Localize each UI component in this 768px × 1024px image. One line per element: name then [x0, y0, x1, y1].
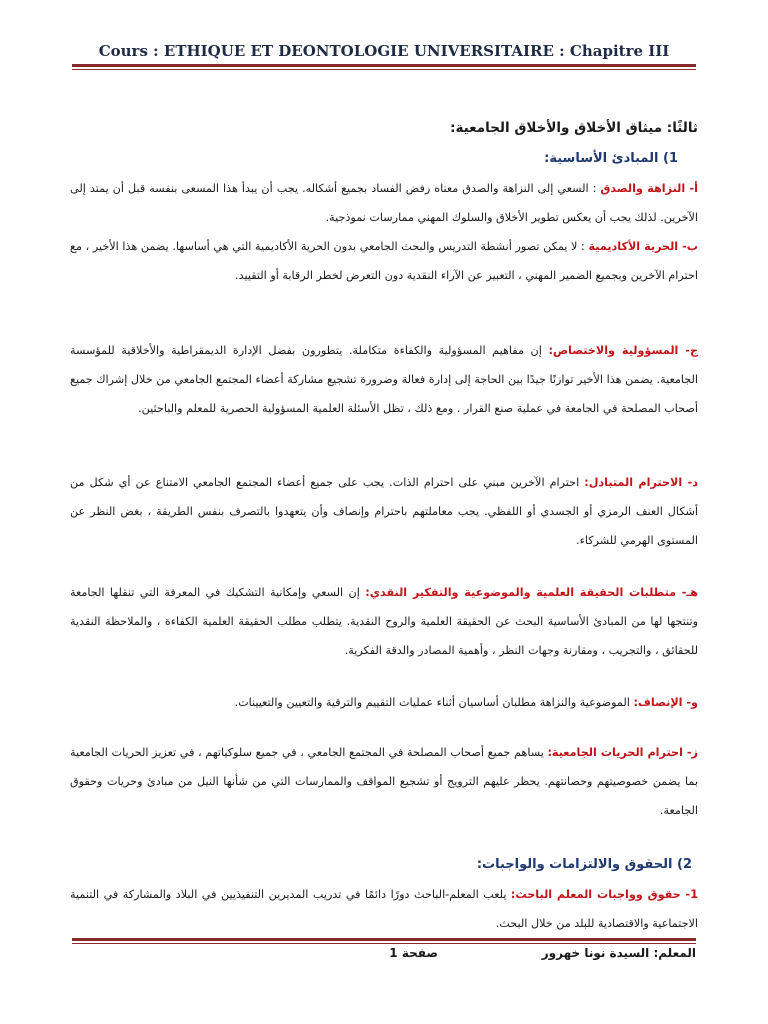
term-responsibility: ج- المسؤولية والاختصاص: — [548, 344, 699, 357]
term-integrity: أ- النزاهة والصدق — [600, 182, 699, 195]
footer-rule-thin — [72, 943, 696, 944]
term-fairness: و- الإنصاف: — [633, 696, 698, 709]
paragraph-fairness: و- الإنصاف: الموضوعية والنزاهة مطلبان أساسيان أثناء عمليات التقييم والترقية والتعيين والتعيينات. — [234, 696, 698, 709]
paragraph-scientific-truth: هـ- متطلبات الحقيقة العلمية والموضوعية والتفكير النقدي: إن السعي وإمكانية التشكيك في المعرفة التي تنقلها الجامعة وتنتجها لها من المبادئ الأساسية البحث عن الحقيقة العلمية والروح النقدية. يتطلب مطلب الحقيقة العلمية الكفاءة ، والملاحظة النقدية للحقائق ، والتجريب ، ومقارنة وجهات النظر ، وأهمية المصادر والدقة الفكرية. — [70, 586, 698, 657]
term-academic-freedom: ب- الحرية الأكاديمية — [588, 240, 698, 253]
paragraph-teacher-rights: 1- حقوق وواجبات المعلم الباحث: يلعب المعلم-الباحث دورًا دائمًا في تدريب المديرين التنفيذيين في البلاد والمشاركة في التنمية الاجتماعية والاقتصادية للبلد من خلال البحث. — [70, 888, 698, 930]
term-scientific-truth: هـ- متطلبات الحقيقة العلمية والموضوعية والتفكير النقدي: — [365, 586, 698, 599]
header-rule-thin — [72, 69, 696, 70]
term-teacher-rights: 1- حقوق وواجبات المعلم الباحث: — [510, 888, 698, 901]
header-rule — [72, 64, 696, 67]
footer-rule — [72, 938, 696, 941]
paragraph-university-freedoms: ز- احترام الحريات الجامعية: يساهم جميع أصحاب المصلحة في المجتمع الجامعي ، في جميع سلوكياتهم ، في تعزيز الحريات الجامعية بما يضمن خصوصيتهم وحصانتهم. يحظر عليهم الترويج أو تشجيع المواقف والممارسات التي من شأنها النيل من مبادئ وحريات وحقوق الجامعة. — [70, 746, 698, 817]
page-footer — [72, 946, 696, 966]
subheading-principles: 1) المبادئ الأساسية: — [544, 151, 678, 166]
footer-teacher: المعلم: السيدة نونا خهرور — [541, 946, 696, 960]
paragraph-integrity: أ- النزاهة والصدق : السعي إلى النزاهة والصدق معناه رفض الفساد بجميع أشكاله. يجب أن يبدأ هذا المسعى بنفسه قبل أن يمتد إلى الآخرين. لذلك يجب أن يعكس تطوير الأخلاق والسلوك المهني ممارسات نموذجية. — [70, 182, 699, 224]
term-university-freedoms: ز- احترام الحريات الجامعية: — [547, 746, 698, 759]
section-title: ثالثًا: ميثاق الأخلاق والأخلاق الجامعية: — [450, 120, 698, 136]
subheading-rights: 2) الحقوق والالتزامات والواجبات: — [476, 857, 692, 872]
paragraph-mutual-respect: د- الاحترام المتبادل: احترام الآخرين مبني على احترام الذات. يجب على جميع أعضاء المجتمع الجامعي الامتناع عن أي شكل من أشكال العنف الرمزي أو الجسدي أو اللفظي. يجب معاملتهم باحترام وإنصاف وأن يتعهدوا بالتصرف بنفس الطريقة ، بغض النظر عن المستوى الهرمي للشركاء. — [70, 476, 698, 547]
paragraph-academic-freedom: ب- الحرية الأكاديمية : لا يمكن تصور أنشطة التدريس والبحث الجامعي بدون الحرية الأكاديمية التي هي أساسها. يضمن هذا الأخير ، مع احترام الآخرين وبجميع الضمير المهني ، التعبير عن الآراء النقدية دون التعرض لخطر الرقابة أو التقييد. — [70, 240, 698, 282]
paragraph-responsibility: ج- المسؤولية والاختصاص: إن مفاهيم المسؤولية والكفاءة متكاملة. يتطورون بفضل الإدارة الديمقراطية والأخلاقية للمؤسسة الجامعية. يضمن هذا الأخير توازنًا جيدًا بين الحاجة إلى إدارة فعالة وضرورة تشجيع مشاركة أعضاء المجتمع الجامعي من خلال إشراك جميع أصحاب المصلحة في الجامعة في عملية صنع القرار . ومع ذلك ، تظل الأسئلة العلمية المسؤولية الحصرية للمعلم والباحثين. — [70, 344, 699, 415]
page-number: صفحة 1 — [389, 946, 438, 960]
term-mutual-respect: د- الاحترام المتبادل: — [584, 476, 698, 489]
course-header: Cours : ETHIQUE ET DEONTOLOGIE UNIVERSITAIRE : Chapitre III — [98, 42, 670, 60]
